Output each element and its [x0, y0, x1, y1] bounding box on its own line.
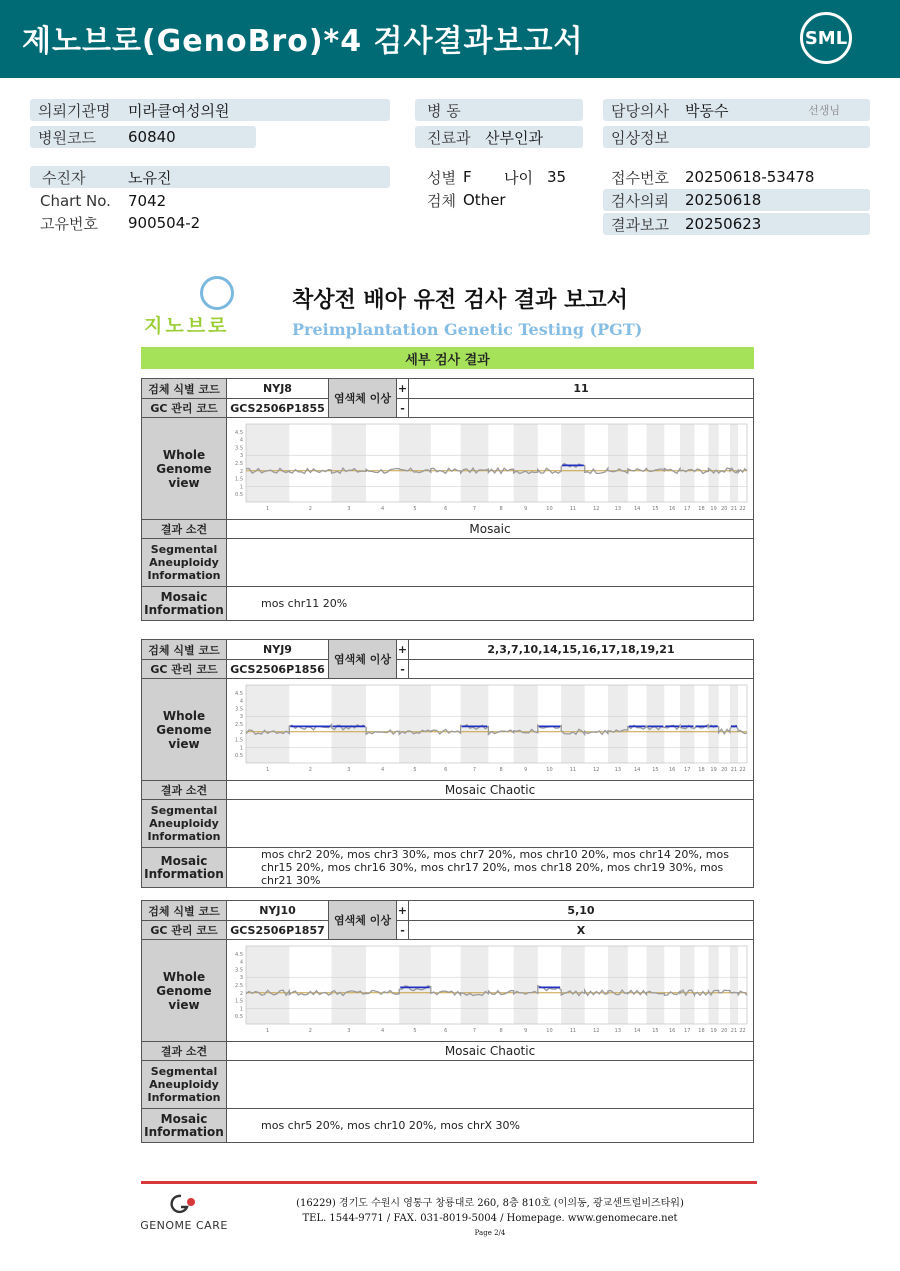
request-label: 검사의뢰: [611, 191, 669, 210]
chromosome-band: [730, 424, 738, 502]
y-tick-label: 4.5: [235, 951, 243, 958]
x-tick-label: 17: [684, 1028, 691, 1034]
finding-label: 결과 소견: [142, 1042, 227, 1061]
y-tick-label: 3.5: [235, 967, 243, 974]
whole-genome-label: Whole Genome view: [142, 418, 227, 520]
x-tick-label: 22: [739, 1028, 746, 1034]
loss-chromosomes: X: [409, 921, 754, 940]
chromosome-band: [708, 424, 718, 502]
plus-sign: +: [397, 379, 409, 399]
x-tick-label: 16: [668, 1028, 676, 1034]
x-tick-label: 12: [593, 1028, 600, 1034]
chromosome-band: [561, 946, 585, 1024]
dna-magnifier-icon: [200, 276, 234, 310]
y-tick-label: 1: [239, 745, 243, 752]
chromosome-band: [332, 424, 367, 502]
age-value: 35: [547, 168, 567, 186]
report-heading: [292, 283, 642, 339]
x-tick-label: 9: [524, 506, 528, 512]
genome-care-logo: [138, 1193, 230, 1233]
x-tick-label: 21: [730, 506, 738, 512]
x-tick-label: 1: [266, 767, 270, 773]
chromosome-band: [514, 685, 538, 763]
chromosome-band: [608, 946, 628, 1024]
footer-address: (16229) 경기도 수원시 영통구 창룡대로 260, 8층 810호 (이의동, 광교센트럴비즈타워): [296, 1198, 684, 1209]
x-tick-label: 6: [444, 506, 448, 512]
patient-value: 노유진: [128, 168, 172, 187]
finding-value: Mosaic: [227, 520, 754, 539]
chromosome-band: [730, 946, 738, 1024]
receipt-label: 접수번호: [611, 168, 669, 187]
finding-label: 결과 소견: [142, 781, 227, 800]
chromosome-band: [708, 685, 718, 763]
y-tick-label: 0.5: [235, 1014, 243, 1021]
receipt-value: 20250618-53478: [685, 168, 815, 186]
segmental-label: Segmental Aneuploidy Information: [142, 539, 227, 587]
x-tick-label: 19: [710, 1028, 717, 1034]
x-tick-label: 18: [698, 767, 705, 773]
sample-table: [141, 378, 754, 621]
y-tick-label: 3.5: [235, 706, 243, 713]
x-tick-label: 22: [739, 506, 746, 512]
chart-value: 7042: [128, 192, 167, 210]
finding-value: Mosaic Chaotic: [227, 781, 754, 800]
gain-chromosomes: 2,3,7,10,14,15,16,17,18,19,21: [409, 640, 754, 660]
chromosome-band: [561, 685, 585, 763]
chromosome-band: [608, 685, 628, 763]
chromosome-band: [399, 946, 431, 1024]
patient-label: 수진자: [42, 168, 86, 187]
chromosome-band: [646, 424, 664, 502]
x-tick-label: 20: [721, 1028, 728, 1034]
x-tick-label: 8: [499, 506, 503, 512]
whole-genome-label: Whole Genome view: [142, 940, 227, 1042]
x-tick-label: 20: [721, 506, 728, 512]
x-tick-label: 2: [308, 767, 312, 773]
chromosome-band: [461, 946, 489, 1024]
dept-field: [415, 126, 583, 148]
report-date-value: 20250623: [685, 215, 762, 233]
unique-label: 고유번호: [40, 214, 98, 233]
sex-value: F: [463, 168, 472, 186]
x-tick-label: 5: [413, 767, 417, 773]
x-tick-label: 12: [593, 506, 600, 512]
company-name: GENOME CARE: [140, 1219, 228, 1232]
unique-value: 900504-2: [128, 214, 201, 232]
x-tick-label: 6: [444, 1028, 448, 1034]
y-tick-label: 3.5: [235, 445, 243, 452]
x-tick-label: 12: [593, 767, 600, 773]
genome-plot-cell: [227, 679, 754, 781]
sml-logo: SML: [800, 12, 852, 64]
chromosome-band: [461, 685, 489, 763]
y-tick-label: 2: [239, 729, 243, 736]
x-tick-label: 14: [633, 506, 641, 512]
plot-frame: [246, 685, 747, 763]
x-tick-label: 10: [546, 506, 553, 512]
y-tick-label: 4: [239, 437, 243, 444]
mosaic-value: mos chr5 20%, mos chr10 20%, mos chrX 30%: [227, 1109, 754, 1143]
x-tick-label: 13: [614, 1028, 622, 1034]
plot-frame: [246, 946, 747, 1024]
x-tick-label: 7: [472, 767, 477, 773]
x-tick-label: 9: [524, 767, 528, 773]
chromosome-band: [399, 685, 431, 763]
x-tick-label: 11: [569, 767, 577, 773]
x-tick-label: 18: [698, 506, 705, 512]
ward-label: 병 동: [427, 101, 461, 120]
gain-chromosomes: 11: [409, 379, 754, 399]
copy-number-trace: [246, 464, 747, 474]
gc-code-value: GCS2506P1856: [227, 660, 329, 679]
x-tick-label: 7: [472, 506, 477, 512]
plus-sign: +: [397, 640, 409, 660]
x-tick-label: 4: [381, 506, 385, 512]
chromosome-band: [514, 946, 538, 1024]
gain-chromosomes: 5,10: [409, 901, 754, 921]
hospital-code-value: 60840: [128, 128, 176, 146]
x-tick-label: 18: [698, 1028, 705, 1034]
sex-age-field: [415, 166, 595, 188]
chromosome-band: [708, 946, 718, 1024]
finding-value: Mosaic Chaotic: [227, 1042, 754, 1061]
footer-address-block: [296, 1196, 684, 1241]
report-date-label: 결과보고: [611, 215, 669, 234]
x-tick-label: 10: [546, 1028, 553, 1034]
clinical-field: [603, 126, 870, 148]
y-tick-label: 1.5: [235, 998, 243, 1005]
chromosome-band: [646, 685, 664, 763]
mosaic-value: mos chr11 20%: [227, 587, 754, 621]
x-tick-label: 1: [266, 506, 270, 512]
y-tick-label: 3: [239, 714, 243, 721]
chromosome-band: [399, 424, 431, 502]
chromosome-band: [680, 685, 694, 763]
y-tick-label: 1: [239, 1006, 243, 1013]
doctor-field: [603, 99, 870, 121]
genobro-logo-text: 지노브로: [144, 315, 230, 337]
chromosome-band: [680, 424, 694, 502]
receipt-field: [603, 166, 870, 188]
chromosome-band: [246, 424, 289, 502]
x-tick-label: 2: [308, 506, 312, 512]
specimen-label: 검체: [427, 191, 456, 210]
minus-sign: -: [397, 660, 409, 679]
specimen-field: [415, 189, 595, 211]
footer-divider: [141, 1181, 757, 1184]
sample-code-label: 검체 식별 코드: [142, 640, 227, 660]
x-tick-label: 17: [684, 767, 691, 773]
dept-label: 진료과: [427, 128, 471, 147]
header-bar: [0, 0, 900, 78]
mosaic-label: Mosaic Information: [142, 587, 227, 621]
finding-label: 결과 소견: [142, 520, 227, 539]
page-number: Page 2/4: [474, 1229, 506, 1237]
specimen-value: Other: [463, 191, 506, 209]
y-tick-label: 2.5: [235, 461, 243, 467]
x-tick-label: 4: [381, 767, 385, 773]
x-tick-label: 21: [730, 1028, 738, 1034]
chromosome-band: [332, 685, 367, 763]
age-label: 나이: [504, 168, 533, 187]
sample-code-value: NYJ10: [227, 901, 329, 921]
x-tick-label: 15: [652, 506, 659, 512]
x-tick-label: 8: [499, 767, 503, 773]
ward-field: [415, 99, 583, 121]
x-tick-label: 8: [499, 1028, 503, 1034]
x-tick-label: 15: [652, 767, 659, 773]
chromosome-band: [561, 424, 585, 502]
chromosome-band: [608, 424, 628, 502]
sample-code-label: 검체 식별 코드: [142, 379, 227, 399]
segmental-value: [227, 539, 754, 587]
x-tick-label: 20: [721, 767, 728, 773]
loss-chromosomes: [409, 660, 754, 679]
request-field: [603, 189, 870, 211]
hospital-code-label: 병원코드: [38, 128, 96, 147]
chromosome-band: [461, 424, 489, 502]
y-tick-label: 2: [239, 468, 243, 475]
y-tick-label: 0.5: [235, 753, 243, 760]
x-tick-label: 13: [614, 767, 622, 773]
mosaic-label: Mosaic Information: [142, 848, 227, 888]
x-tick-label: 6: [444, 767, 448, 773]
report-date-field: [603, 213, 870, 235]
x-tick-label: 16: [668, 506, 676, 512]
y-tick-label: 2.5: [235, 722, 243, 728]
y-tick-label: 4.5: [235, 690, 243, 697]
sample-code-value: NYJ8: [227, 379, 329, 399]
sample-code-label: 검체 식별 코드: [142, 901, 227, 921]
y-tick-label: 1.5: [235, 476, 243, 483]
x-tick-label: 3: [347, 506, 351, 512]
x-tick-label: 5: [413, 506, 417, 512]
gc-code-value: GCS2506P1855: [227, 399, 329, 418]
x-tick-label: 11: [569, 506, 577, 512]
genome-plot: [230, 681, 751, 775]
mosaic-value: mos chr2 20%, mos chr3 30%, mos chr7 20%, mos chr10 20%, mos chr14 20%, mos chr15 20%, mos chr16 30%, mos chr17 20%, mos chr18 20%, mos chr19 30%, mos chr21 30%: [227, 848, 754, 888]
report-title-ko: 착상전 배아 유전 검사 결과 보고서: [292, 288, 628, 313]
sample-table: [141, 639, 754, 888]
whole-genome-label: Whole Genome view: [142, 679, 227, 781]
genome-plot: [230, 942, 751, 1036]
doctor-value: 박동수: [685, 101, 729, 120]
x-tick-label: 2: [308, 1028, 312, 1034]
chrom-abn-label: 염색체 이상: [329, 901, 397, 940]
plus-sign: +: [397, 901, 409, 921]
y-tick-label: 3: [239, 453, 243, 460]
institution-field: [30, 99, 390, 121]
x-tick-label: 13: [614, 506, 622, 512]
chromosome-band: [514, 424, 538, 502]
plot-frame: [246, 424, 747, 502]
sample-code-value: NYJ9: [227, 640, 329, 660]
x-tick-label: 16: [668, 767, 676, 773]
institution-label: 의뢰기관명: [38, 101, 111, 120]
y-tick-label: 3: [239, 975, 243, 982]
chart-label: Chart No.: [40, 192, 111, 210]
x-tick-label: 3: [347, 1028, 351, 1034]
request-value: 20250618: [685, 191, 762, 209]
x-tick-label: 22: [739, 767, 746, 773]
section-title: 세부 검사 결과: [141, 347, 754, 369]
x-tick-label: 7: [472, 1028, 477, 1034]
x-tick-label: 9: [524, 1028, 528, 1034]
y-tick-label: 2: [239, 990, 243, 997]
segmental-value: [227, 800, 754, 848]
clinical-label: 임상정보: [611, 128, 669, 147]
institution-value: 미라클여성의원: [128, 101, 230, 120]
page-title: 제노브로(GenoBro)*4 검사결과보고서: [22, 24, 584, 59]
chromosome-band: [246, 946, 289, 1024]
segmental-label: Segmental Aneuploidy Information: [142, 1061, 227, 1109]
unique-field: [30, 212, 390, 234]
chart-field: [30, 190, 390, 212]
y-tick-label: 4: [239, 698, 243, 705]
gc-code-value: GCS2506P1857: [227, 921, 329, 940]
report-title-en: Preimplantation Genetic Testing (PGT): [292, 320, 643, 339]
minus-sign: -: [397, 921, 409, 940]
x-tick-label: 11: [569, 1028, 577, 1034]
chrom-abn-label: 염색체 이상: [329, 379, 397, 418]
y-tick-label: 4: [239, 959, 243, 966]
patient-field: [30, 166, 390, 188]
sex-label: 성별: [427, 168, 456, 187]
genome-care-mark-icon: [169, 1193, 199, 1215]
dept-value: 산부인과: [485, 128, 543, 147]
copy-number-trace: [246, 986, 747, 996]
segmental-value: [227, 1061, 754, 1109]
genome-plot: [230, 420, 751, 514]
y-tick-label: 4.5: [235, 429, 243, 436]
chromosome-band: [646, 946, 664, 1024]
x-tick-label: 4: [381, 1028, 385, 1034]
doctor-label: 담당의사: [611, 101, 669, 120]
genome-plot-cell: [227, 418, 754, 520]
y-tick-label: 1.5: [235, 737, 243, 744]
x-tick-label: 1: [266, 1028, 270, 1034]
x-tick-label: 3: [347, 767, 351, 773]
x-tick-label: 19: [710, 767, 717, 773]
y-tick-label: 2.5: [235, 983, 243, 989]
y-tick-label: 0.5: [235, 492, 243, 499]
gc-code-label: GC 관리 코드: [142, 660, 227, 679]
loss-chromosomes: [409, 399, 754, 418]
minus-sign: -: [397, 399, 409, 418]
x-tick-label: 14: [633, 1028, 641, 1034]
y-tick-label: 1: [239, 484, 243, 491]
doctor-suffix: 선생님: [808, 104, 840, 117]
hospital-code-field: [30, 126, 256, 148]
genome-plot-cell: [227, 940, 754, 1042]
footer-contact: TEL. 1544-9771 / FAX. 031-8019-5004 / Homepage. www.genomecare.net: [302, 1213, 678, 1224]
mosaic-label: Mosaic Information: [142, 1109, 227, 1143]
x-tick-label: 21: [730, 767, 738, 773]
chrom-abn-label: 염색체 이상: [329, 640, 397, 679]
x-tick-label: 10: [546, 767, 553, 773]
gc-code-label: GC 관리 코드: [142, 921, 227, 940]
x-tick-label: 19: [710, 506, 717, 512]
sample-table: [141, 900, 754, 1143]
chromosome-band: [730, 685, 738, 763]
segmental-label: Segmental Aneuploidy Information: [142, 800, 227, 848]
chromosome-band: [332, 946, 367, 1024]
genobro-logo: [142, 276, 252, 338]
x-tick-label: 5: [413, 1028, 417, 1034]
x-tick-label: 15: [652, 1028, 659, 1034]
x-tick-label: 14: [633, 767, 641, 773]
x-tick-label: 17: [684, 506, 691, 512]
chromosome-band: [680, 946, 694, 1024]
chromosome-band: [246, 685, 289, 763]
gc-code-label: GC 관리 코드: [142, 399, 227, 418]
